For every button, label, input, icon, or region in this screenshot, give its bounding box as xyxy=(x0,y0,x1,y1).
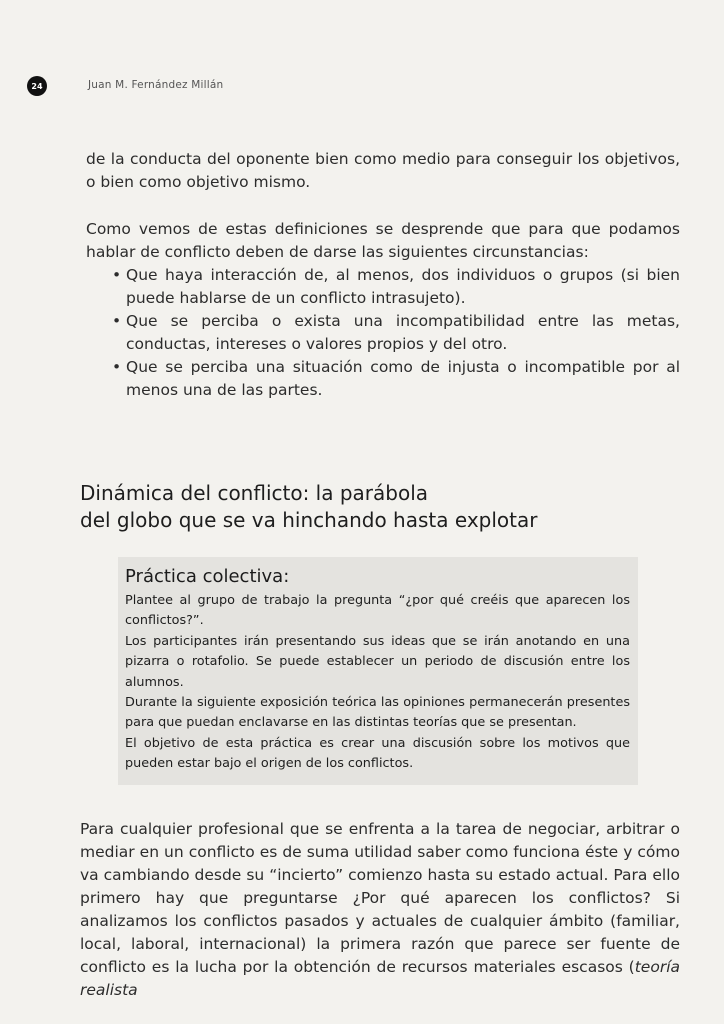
paragraph-3-italic: teoría realista xyxy=(80,958,680,999)
paragraph-1: de la conducta del oponente bien como medio para conseguir los objetivos, o bien como objetivo mismo. xyxy=(86,150,680,191)
practice-paragraph: Durante la siguiente exposición teórica las opiniones permanecerán presentes para que puedan enclavarse en las distintas teorías que se presentan. xyxy=(125,695,630,731)
paragraph-3-text: Para cualquier profesional que se enfrenta a la tarea de negociar, arbitrar o mediar en un conflicto es de suma utilidad saber como funciona éste y cómo va cambiando desde su “incierto” comienzo hasta su estado actual. Para ello primero hay que preguntarse ¿Por qué aparecen los conflictos? Si analizamos los conflictos pasados y actuales de cualquier ámbito (familiar, local, laboral, internacional) la primera razón que parece ser fuente de conflicto es la lucha por la obtención de recursos materiales escasos ( xyxy=(80,820,680,976)
paragraph-2-intro: Como vemos de estas definiciones se desprende que para que podamos hablar de conflicto deben de darse las siguientes circunstancias: xyxy=(86,220,680,261)
paragraph-3-block xyxy=(80,818,680,1002)
practice-paragraph: El objetivo de esta práctica es crear una discusión sobre los motivos que pueden estar bajo el origen de los conflictos. xyxy=(125,735,630,772)
conditions-list xyxy=(86,264,680,402)
paragraph-3 xyxy=(80,818,680,1002)
list-item: • Que se perciba una situación como de injusta o incompatible por al menos una de las partes. xyxy=(112,356,680,402)
page-number: 24 xyxy=(31,81,43,91)
list-item: • Que haya interacción de, al menos, dos individuos o grupos (si bien puede hablarse de un conflicto intrasujeto). xyxy=(112,264,680,310)
practice-title: Práctica colectiva: xyxy=(125,566,290,587)
page-number-badge xyxy=(27,76,47,96)
section-heading xyxy=(80,480,640,534)
list-item: • Que se perciba o exista una incompatibilidad entre las metas, conductas, intereses o valores propios y del otro. xyxy=(112,310,680,356)
conditions-section xyxy=(86,218,680,402)
practice-paragraph: Plantee al grupo de trabajo la pregunta “¿por qué creéis que aparecen los conflictos?”. xyxy=(125,593,630,629)
practice-box xyxy=(118,557,638,785)
paragraph-continuation xyxy=(86,148,680,194)
practice-paragraph: Los participantes irán presentando sus ideas que se irán anotando en una pizarra o rotafolio. Se puede establecer un periodo de discusión entre los alumnos. xyxy=(125,633,630,690)
running-header: Juan M. Fernández Millán xyxy=(88,79,224,91)
section-heading-line-1: Dinámica del conflicto: la parábola xyxy=(80,481,429,505)
section-heading-line-2: del globo que se va hinchando hasta explotar xyxy=(80,508,538,532)
